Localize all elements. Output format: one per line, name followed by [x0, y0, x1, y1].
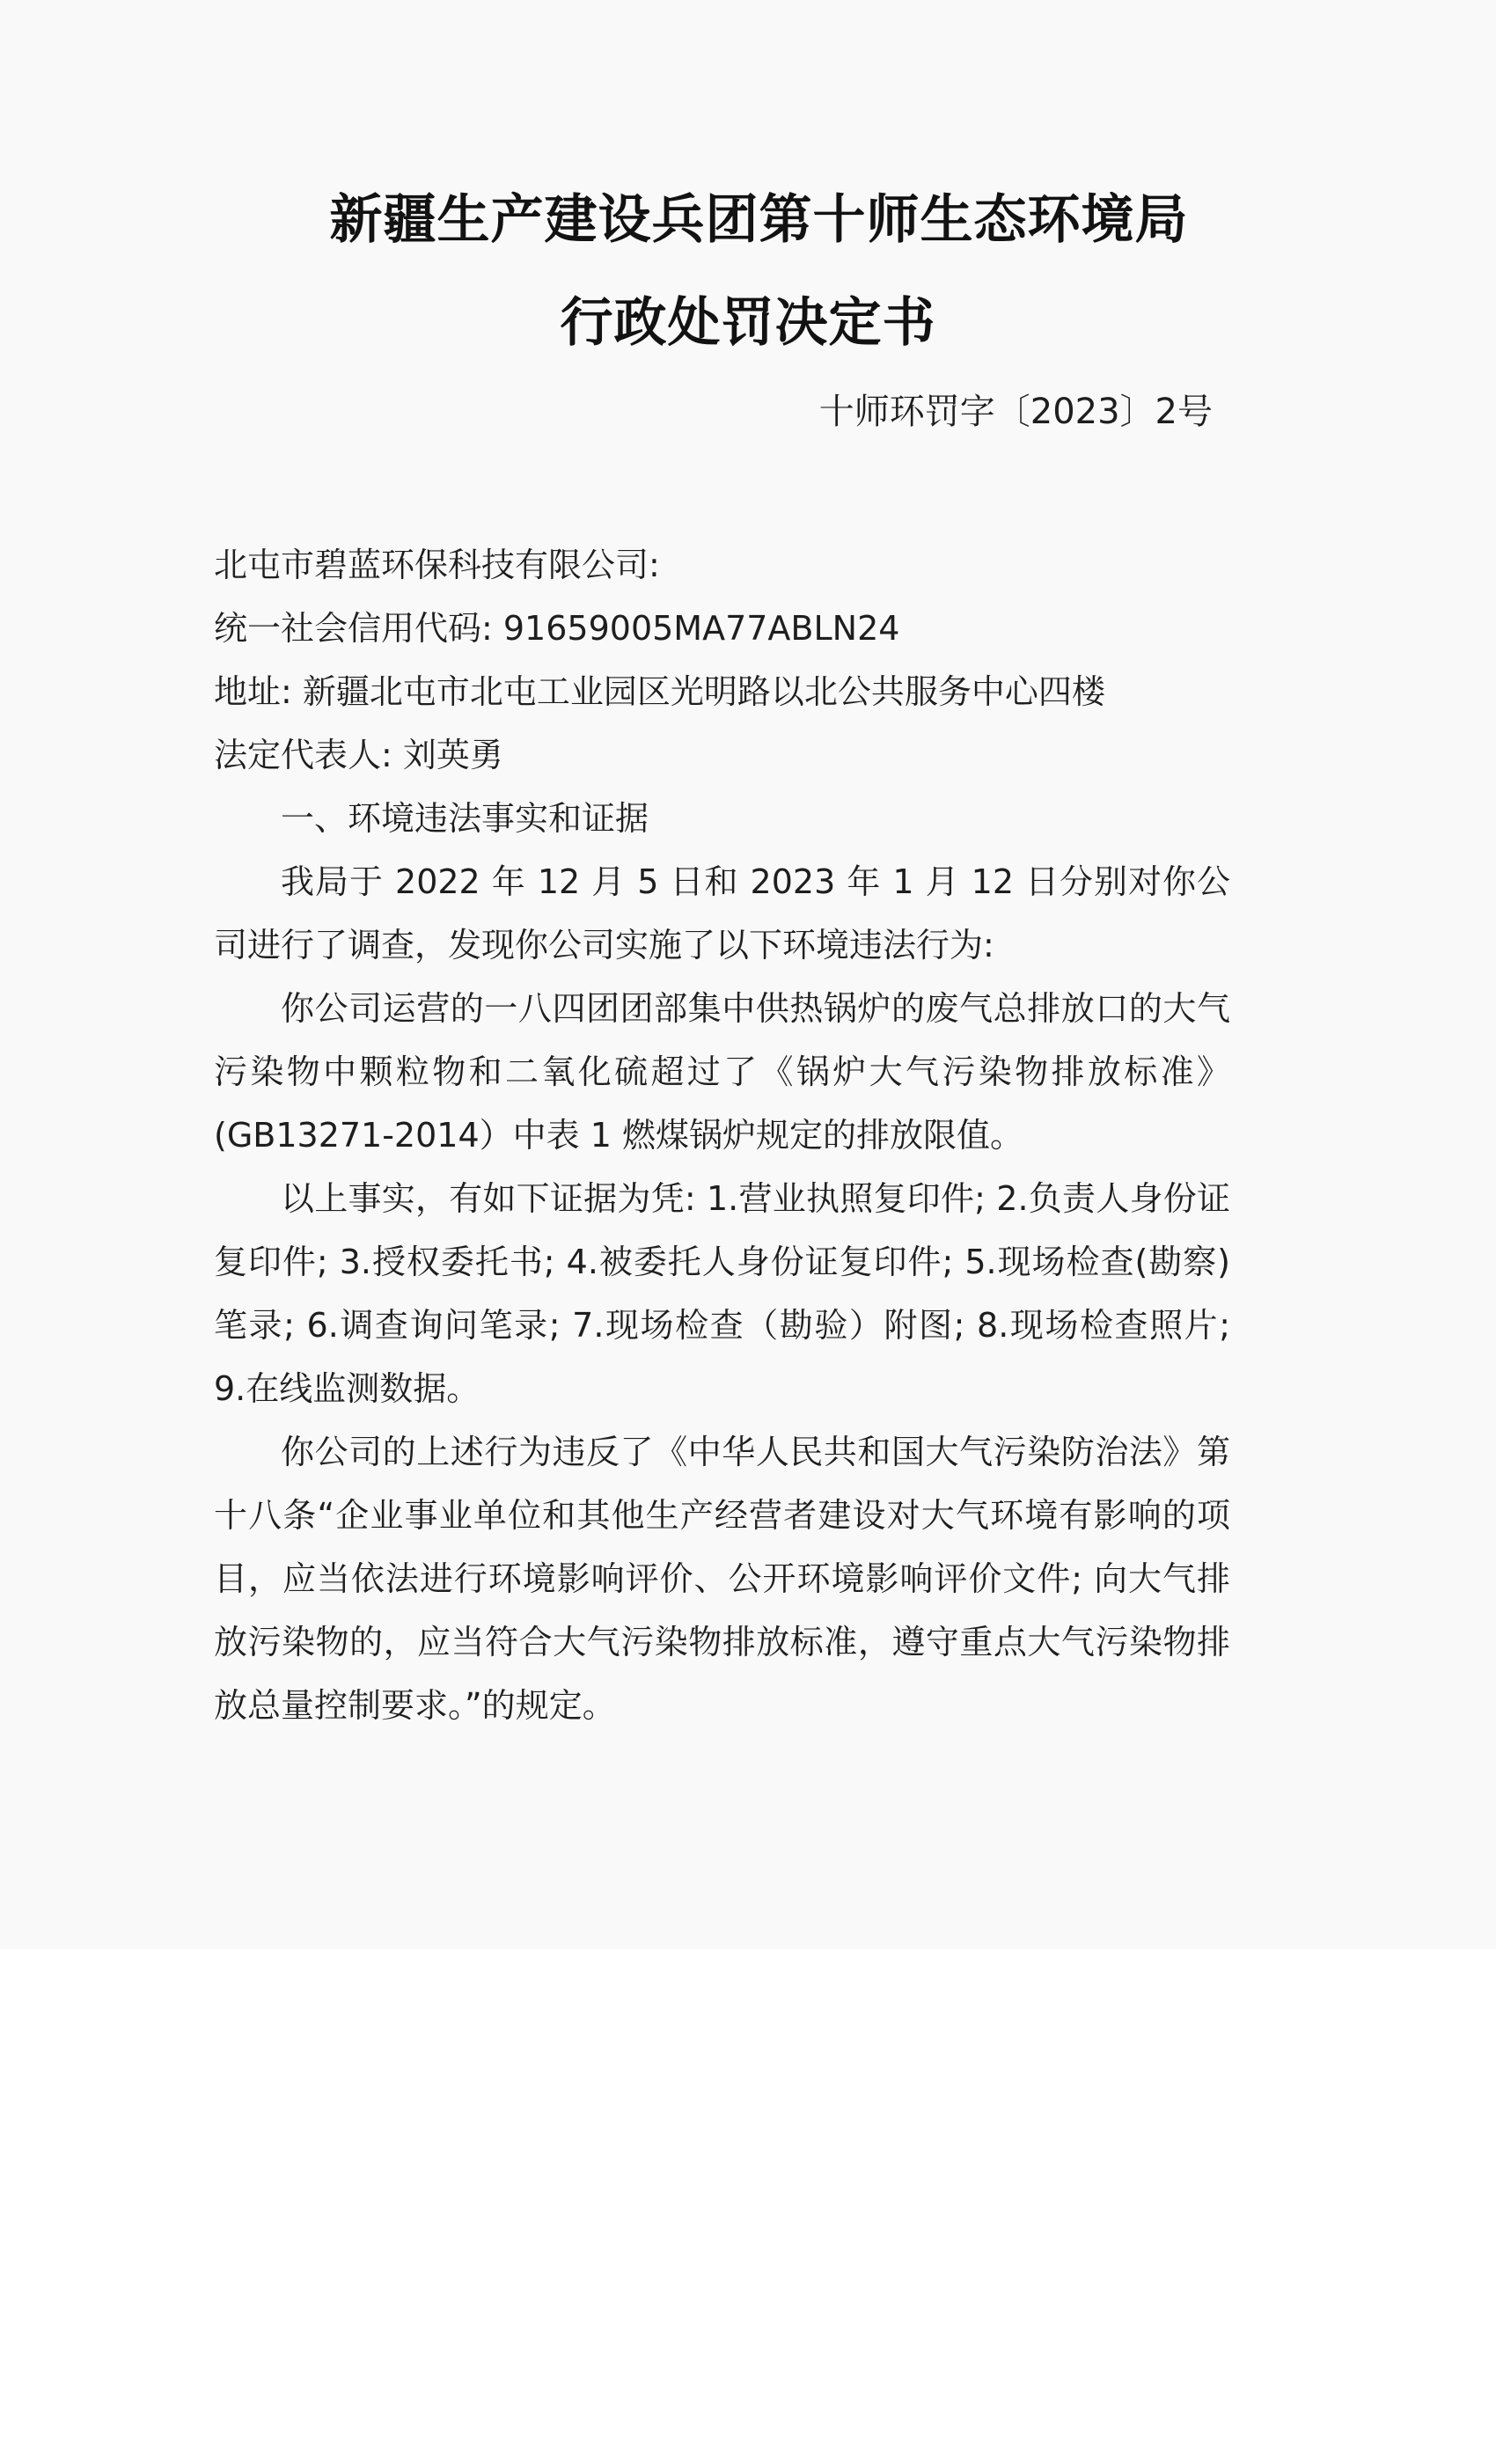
paragraph-violation: 你公司运营的一八四团团部集中供热锅炉的废气总排放口的大气污染物中颗粒物和二氧化硫超过了《锅炉大气污染物排放标准》(GB13271-2014）中表 1 燃煤锅炉规定的排放限值。 [214, 989, 1230, 1155]
document-title-line2: 行政处罚决定书 [560, 292, 936, 354]
document-number: 十师环罚字〔2023〕2号 [818, 392, 1213, 432]
paragraph-investigation: 我局于 2022 年 12 月 5 日和 2023 年 1 月 12 日分别对你公司进行了调查，发现你公司实施了以下环境违法行为: [214, 862, 1230, 964]
paragraph-evidence: 以上事实，有如下证据为凭: 1.营业执照复印件; 2.负责人身份证复印件; 3.授权委托书; 4.被委托人身份证复印件; 5.现场检查(勘察)笔录; 6.调查询问笔录; 7.现场检查（勘验）附图; 8.现场检查照片; 9.在线监测数据。 [214, 1179, 1230, 1408]
recipient-credit-code: 统一社会信用代码: 91659005MA77ABLN24 [214, 609, 900, 648]
document-body [214, 533, 1230, 1737]
recipient-legal-rep: 法定代表人: 刘英勇 [214, 736, 503, 774]
recipient-address: 地址: 新疆北屯市北屯工业园区光明路以北公共服务中心四楼 [214, 672, 1105, 711]
document-title-line1: 新疆生产建设兵团第十师生态环境局 [329, 189, 1189, 251]
section-heading-1: 一、环境违法事实和证据 [281, 799, 649, 838]
recipient-company: 北屯市碧蓝环保科技有限公司: [214, 546, 660, 584]
paragraph-legal-basis: 你公司的上述行为违反了《中华人民共和国大气污染防治法》第十八条“企业事业单位和其他生产经营者建设对大气环境有影响的项目，应当依法进行环境影响评价、公开环境影响评价文件; 向大气排放污染物的，应当符合大气污染物排放标准，遵守重点大气污染物排放总量控制要求。”的规定。 [214, 1433, 1230, 1725]
